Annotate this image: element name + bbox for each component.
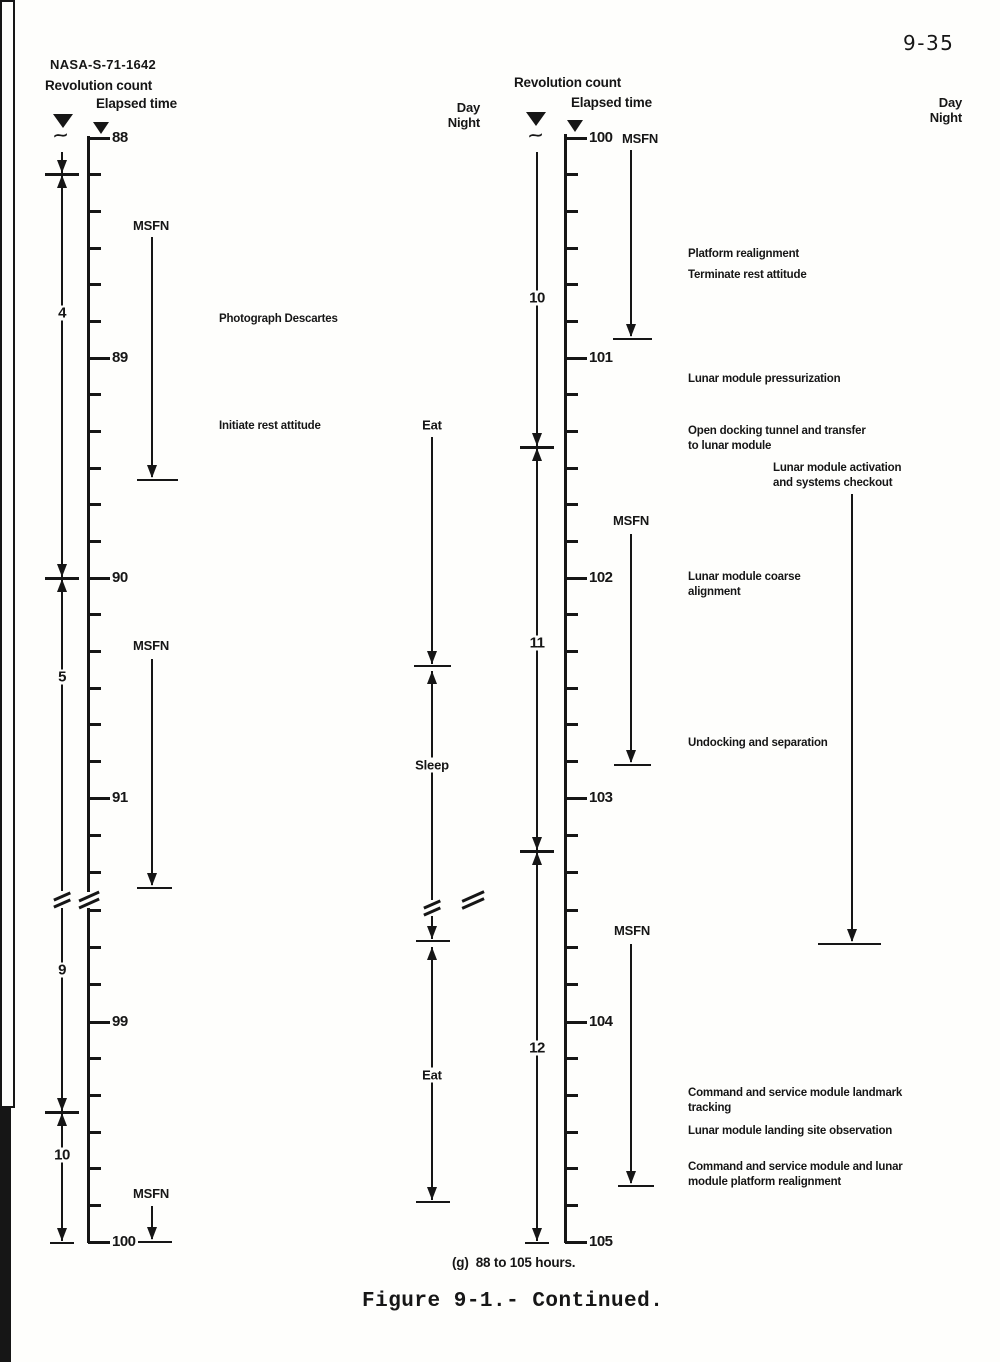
minor-tick xyxy=(565,430,578,433)
hour-tick xyxy=(88,1021,110,1024)
day-night-header: Day xyxy=(938,95,962,110)
arrowhead-up-icon xyxy=(57,175,67,188)
revolution-span-line xyxy=(61,578,63,891)
minor-tick xyxy=(88,871,101,874)
day-night-header: Night xyxy=(929,110,962,125)
msfn-line xyxy=(151,659,153,885)
msfn-end-bar xyxy=(137,479,178,481)
revolution-label: 5 xyxy=(54,670,70,685)
hour-tick xyxy=(565,1021,587,1024)
day-night-header: Day xyxy=(456,100,480,115)
revolution-span-line xyxy=(61,1112,63,1241)
hour-tick xyxy=(88,577,110,580)
msfn-label: MSFN xyxy=(133,1186,170,1201)
minor-tick xyxy=(565,320,578,323)
minor-tick xyxy=(565,650,578,653)
minor-tick xyxy=(88,1094,101,1097)
msfn-arrowhead-icon xyxy=(147,873,157,886)
arrowhead-down-icon xyxy=(57,1098,67,1111)
minor-tick xyxy=(88,210,101,213)
crew-end-bar xyxy=(414,665,451,667)
hour-label: 88 xyxy=(112,129,128,146)
hour-tick xyxy=(565,577,587,580)
minor-tick xyxy=(565,946,578,949)
minor-tick xyxy=(88,247,101,250)
msfn-arrowhead-icon xyxy=(626,324,636,337)
minor-tick xyxy=(88,430,101,433)
minor-tick xyxy=(565,760,578,763)
activity-label: tracking xyxy=(688,1102,732,1114)
hour-label: 105 xyxy=(589,1233,613,1250)
crew-arrowhead-icon xyxy=(427,651,437,664)
arrowhead-down-icon xyxy=(57,564,67,577)
minor-tick xyxy=(88,320,101,323)
minor-tick xyxy=(88,687,101,690)
msfn-label: MSFN xyxy=(622,131,659,146)
revolution-count-label: Revolution count xyxy=(514,75,622,90)
minor-tick xyxy=(88,467,101,470)
minor-tick xyxy=(565,983,578,986)
activity-label: Command and service module and lunar xyxy=(688,1161,903,1173)
activity-label: to lunar module xyxy=(688,440,772,452)
minor-tick xyxy=(88,946,101,949)
hour-tick xyxy=(88,1241,110,1244)
activity-label: Lunar module coarse xyxy=(688,571,801,583)
activity-label: Lunar module activation xyxy=(773,462,902,474)
hour-label: 100 xyxy=(589,129,613,146)
revolution-label: 10 xyxy=(50,1148,74,1163)
page-number: 9-35 xyxy=(903,31,955,55)
msfn-line xyxy=(151,237,153,477)
hour-label: 99 xyxy=(112,1013,128,1030)
activity-end-bar xyxy=(818,943,881,945)
crew-end-bar xyxy=(416,940,450,942)
subfigure-caption: (g) 88 to 105 hours. xyxy=(452,1255,576,1270)
arrowhead-up-icon xyxy=(57,1113,67,1126)
msfn-line xyxy=(630,150,632,336)
revolution-label: 9 xyxy=(54,963,70,978)
minor-tick xyxy=(565,283,578,286)
minor-tick xyxy=(565,723,578,726)
minor-tick xyxy=(88,613,101,616)
document-id: NASA-S-71-1642 xyxy=(50,57,157,72)
revolution-label: 11 xyxy=(526,636,549,651)
crew-arrowhead-icon xyxy=(427,926,437,939)
minor-tick xyxy=(565,834,578,837)
msfn-arrowhead-icon xyxy=(147,1227,157,1240)
revolution-boundary-bar xyxy=(520,446,554,449)
continuation-tilde-icon: ~ xyxy=(525,119,546,151)
crew-activity-line xyxy=(431,671,433,939)
activity-label: module platform realignment xyxy=(688,1176,842,1188)
msfn-end-bar xyxy=(613,338,652,340)
crew-activity-label: Eat xyxy=(422,417,442,433)
hour-label: 102 xyxy=(589,569,613,586)
minor-tick xyxy=(565,1167,578,1170)
activity-label: Platform realignment xyxy=(688,248,800,260)
minor-tick xyxy=(565,540,578,543)
minor-tick xyxy=(88,283,101,286)
elapsed-time-arrow-icon xyxy=(567,120,583,132)
hour-tick xyxy=(565,797,587,800)
minor-tick xyxy=(565,687,578,690)
crew-activity-label: Sleep xyxy=(412,758,452,773)
hour-label: 104 xyxy=(589,1013,613,1030)
minor-tick xyxy=(88,983,101,986)
minor-tick xyxy=(565,210,578,213)
revolution-count-label: Revolution count xyxy=(45,78,153,93)
minor-tick xyxy=(565,1094,578,1097)
minor-tick xyxy=(88,1167,101,1170)
activity-duration-line xyxy=(851,494,853,941)
arrowhead-down-icon xyxy=(532,433,542,446)
minor-tick xyxy=(88,650,101,653)
elapsed-time-label: Elapsed time xyxy=(96,96,177,111)
revolution-boundary-bar xyxy=(520,850,554,853)
minor-tick xyxy=(88,723,101,726)
hour-tick xyxy=(565,1241,587,1244)
activity-label: Open docking tunnel and transfer xyxy=(688,425,866,437)
msfn-end-bar xyxy=(618,1185,654,1187)
minor-tick xyxy=(88,760,101,763)
revolution-end-bar xyxy=(525,1242,549,1244)
msfn-arrowhead-icon xyxy=(626,750,636,763)
activity-label: alignment xyxy=(688,586,741,598)
minor-tick xyxy=(88,540,101,543)
msfn-line xyxy=(630,944,632,1183)
revolution-label: 4 xyxy=(54,306,70,321)
activity-label: Lunar module landing site observation xyxy=(688,1125,893,1137)
revolution-boundary-bar xyxy=(45,173,79,176)
msfn-label: MSFN xyxy=(133,638,170,653)
hour-tick xyxy=(565,137,587,140)
minor-tick xyxy=(88,393,101,396)
minor-tick xyxy=(565,909,578,912)
revolution-boundary-bar xyxy=(45,1111,79,1114)
msfn-end-bar xyxy=(137,887,172,889)
msfn-arrowhead-icon xyxy=(147,465,157,478)
minor-tick xyxy=(88,1057,101,1060)
arrowhead-up-icon xyxy=(532,852,542,865)
minor-tick xyxy=(565,173,578,176)
minor-tick xyxy=(565,393,578,396)
minor-tick xyxy=(565,467,578,470)
crew-arrowhead-icon xyxy=(427,947,437,960)
crew-arrowhead-icon xyxy=(427,671,437,684)
minor-tick xyxy=(88,503,101,506)
revolution-count-arrow-icon xyxy=(526,112,546,126)
day-night-segment-night xyxy=(0,1137,11,1325)
activity-label: and systems checkout xyxy=(773,477,893,489)
activity-arrowhead-icon xyxy=(847,929,857,942)
minor-tick xyxy=(565,871,578,874)
msfn-label: MSFN xyxy=(133,218,170,233)
crew-end-bar xyxy=(416,1201,450,1203)
elapsed-time-label: Elapsed time xyxy=(571,95,652,110)
msfn-end-bar xyxy=(614,764,651,766)
activity-label: Photograph Descartes xyxy=(219,313,338,325)
revolution-end-bar xyxy=(50,1242,74,1244)
minor-tick xyxy=(565,247,578,250)
elapsed-time-axis xyxy=(87,136,90,1243)
hour-label: 101 xyxy=(589,349,613,366)
arrowhead-down-icon xyxy=(532,837,542,850)
activity-label: Initiate rest attitude xyxy=(219,420,321,432)
minor-tick xyxy=(88,1131,101,1134)
elapsed-time-arrow-icon xyxy=(93,122,109,134)
revolution-count-arrow-icon xyxy=(53,114,73,128)
revolution-span-line xyxy=(61,908,63,1111)
minor-tick xyxy=(88,173,101,176)
revolution-label: 10 xyxy=(525,291,549,306)
activity-label: Terminate rest attitude xyxy=(688,269,807,281)
arrowhead-down-icon xyxy=(57,160,67,173)
msfn-label: MSFN xyxy=(614,923,651,938)
minor-tick xyxy=(565,613,578,616)
continuation-tilde-icon: ~ xyxy=(50,119,71,151)
hour-tick xyxy=(88,137,110,140)
minor-tick xyxy=(565,1131,578,1134)
arrowhead-down-icon xyxy=(532,1228,542,1241)
minor-tick xyxy=(565,1057,578,1060)
day-night-bar xyxy=(0,0,15,1108)
msfn-line xyxy=(630,534,632,762)
revolution-label: 12 xyxy=(525,1041,549,1056)
activity-label: Command and service module landmark xyxy=(688,1087,903,1099)
figure-caption: Figure 9-1.- Continued. xyxy=(362,1290,664,1313)
minor-tick xyxy=(88,909,101,912)
hour-tick xyxy=(565,357,587,360)
msfn-end-bar xyxy=(138,1241,172,1243)
day-night-segment-night xyxy=(0,1108,11,1137)
msfn-label: MSFN xyxy=(613,513,650,528)
hour-label: 90 xyxy=(112,569,128,586)
revolution-span-line xyxy=(61,174,63,577)
arrowhead-up-icon xyxy=(57,579,67,592)
minor-tick xyxy=(88,1204,101,1207)
minor-tick xyxy=(88,834,101,837)
hour-tick xyxy=(88,357,110,360)
minor-tick xyxy=(565,503,578,506)
day-night-header: Night xyxy=(447,115,480,130)
revolution-boundary-bar xyxy=(45,577,79,580)
hour-label: 103 xyxy=(589,789,613,806)
msfn-arrowhead-icon xyxy=(626,1171,636,1184)
activity-label: Lunar module pressurization xyxy=(688,373,841,385)
arrowhead-up-icon xyxy=(532,448,542,461)
day-night-segment-night xyxy=(0,1325,11,1362)
minor-tick xyxy=(565,1204,578,1207)
activity-label: Undocking and separation xyxy=(688,737,828,749)
crew-activity-line xyxy=(431,437,433,664)
arrowhead-down-icon xyxy=(57,1228,67,1241)
hour-tick xyxy=(88,797,110,800)
hour-label: 100 xyxy=(112,1233,136,1250)
crew-arrowhead-icon xyxy=(427,1187,437,1200)
hour-label: 91 xyxy=(112,789,128,806)
crew-activity-label: Eat xyxy=(419,1068,445,1083)
hour-label: 89 xyxy=(112,349,128,366)
